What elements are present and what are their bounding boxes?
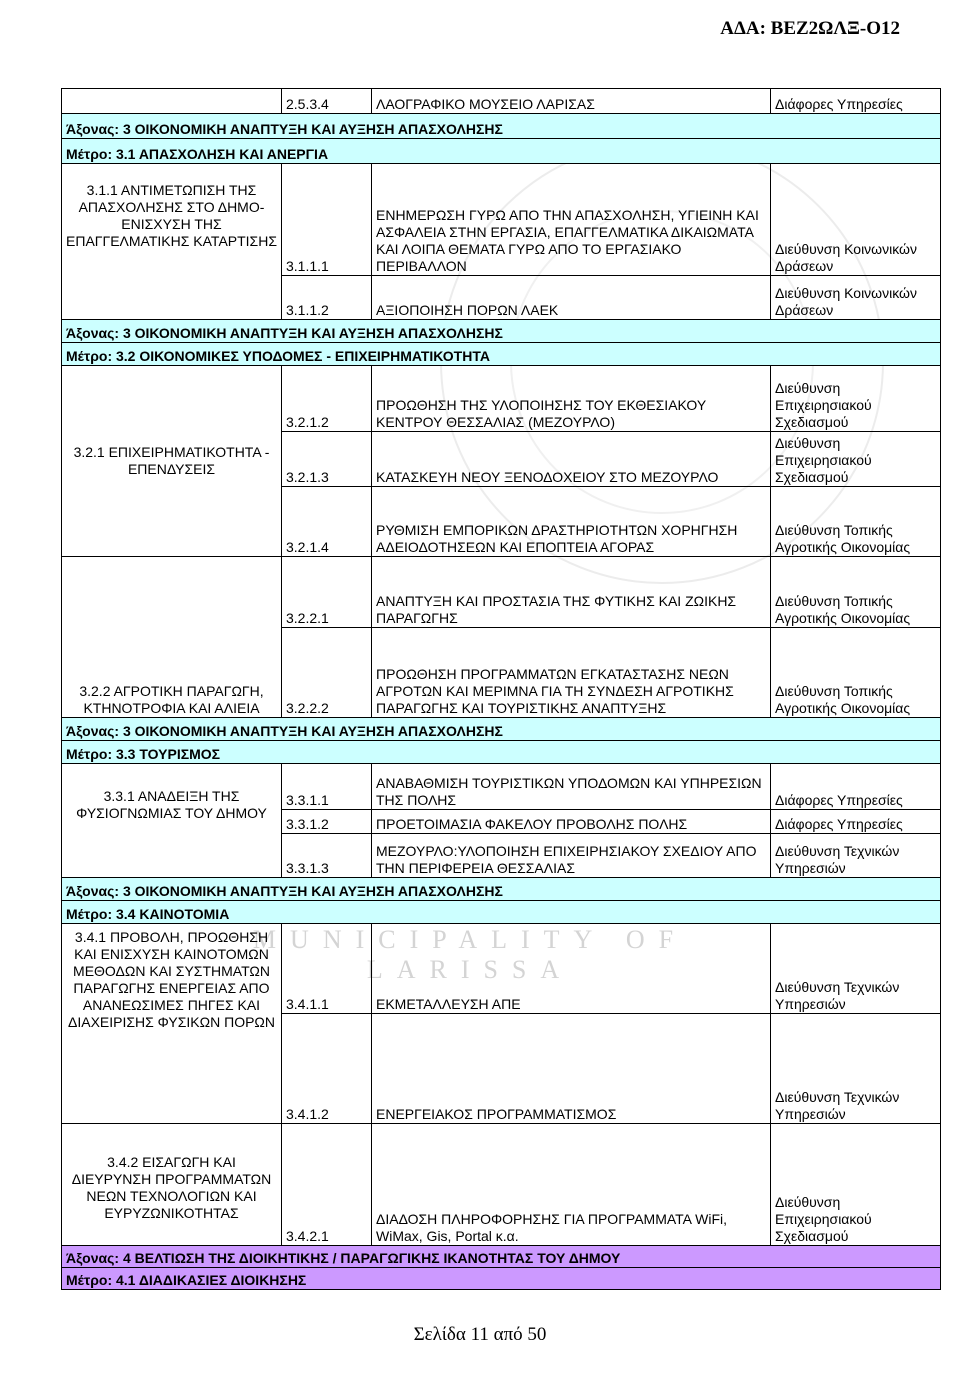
agency: Διεύθυνση Κοινωνικών Δράσεων bbox=[771, 276, 941, 320]
action-code: 3.4.1.2 bbox=[282, 1014, 372, 1124]
table-row bbox=[62, 764, 941, 810]
objective: 3.4.2 ΕΙΣΑΓΩΓΗ ΚΑΙ ΔΙΕΥΡΥΝΣΗ ΠΡΟΓΡΑΜΜΑΤΩΝ ΝΕΩΝ ΤΕΧΝΟΛΟΓΙΩΝ ΚΑΙ ΕΥΡΥΖΩΝΙΚΟΤΗΤΑΣ bbox=[62, 1124, 282, 1246]
agency: Διεύθυνση Τοπικής Αγροτικής Οικονομίας bbox=[771, 557, 941, 628]
action-code: 3.3.1.3 bbox=[282, 834, 372, 878]
agency: Διεύθυνση Τεχνικών Υπηρεσιών bbox=[771, 1014, 941, 1124]
action-title: ΑΞΙΟΠΟΙΗΣΗ ΠΟΡΩΝ ΛΑΕΚ bbox=[372, 276, 771, 320]
ada-code: ΑΔΑ: ΒΕΖ2ΩΛΞ-Ο12 bbox=[720, 18, 900, 39]
action-code: 3.3.1.2 bbox=[282, 810, 372, 834]
table-row bbox=[62, 557, 941, 628]
agency: Διεύθυνση Τεχνικών Υπηρεσιών bbox=[771, 834, 941, 878]
measure-heading: Μέτρο: 4.1 ΔΙΑΔΙΚΑΣΙΕΣ ΔΙΟΙΚΗΣΗΣ bbox=[62, 1268, 941, 1290]
axis-heading: Άξονας: 3 ΟΙΚΟΝΟΜΙΚΗ ΑΝΑΠΤΥΞΗ ΚΑΙ ΑΥΞΗΣΗ ΑΠΑΣΧΟΛΗΣΗΣ bbox=[62, 878, 941, 901]
action-title: ΕΚΜΕΤΑΛΛΕΥΣΗ ΑΠΕ bbox=[372, 924, 771, 1014]
agency: Διεύθυνση Τοπικής Αγροτικής Οικονομίας bbox=[771, 487, 941, 557]
action-code: 3.2.2.1 bbox=[282, 557, 372, 628]
axis-row bbox=[62, 718, 941, 741]
objective: 3.1.1 ΑΝΤΙΜΕΤΩΠΙΣΗ ΤΗΣ ΑΠΑΣΧΟΛΗΣΗΣ ΣΤΟ ΔΗΜΟ-ΕΝΙΣΧΥΣΗ ΤΗΣ ΕΠΑΓΓΕΛΜΑΤΙΚΗΣ ΚΑΤΑΡΤΙΣΗΣ bbox=[62, 164, 282, 320]
table-row bbox=[62, 1124, 941, 1246]
action-code: 3.1.1.2 bbox=[282, 276, 372, 320]
measure-heading: Μέτρο: 3.2 ΟΙΚΟΝΟΜΙΚΕΣ ΥΠΟΔΟΜΕΣ - ΕΠΙΧΕΙΡΗΜΑΤΙΚΟΤΗΤΑ bbox=[62, 343, 941, 366]
action-title: ΑΝΑΒΑΘΜΙΣΗ ΤΟΥΡΙΣΤΙΚΩΝ ΥΠΟΔΟΜΩΝ ΚΑΙ ΥΠΗΡΕΣΙΩΝ ΤΗΣ ΠΟΛΗΣ bbox=[372, 764, 771, 810]
action-code: 2.5.3.4 bbox=[282, 89, 372, 114]
objective: 3.2.1 ΕΠΙΧΕΙΡΗΜΑΤΙΚΟΤΗΤΑ - ΕΠΕΝΔΥΣΕΙΣ bbox=[62, 366, 282, 557]
measure-heading: Μέτρο: 3.3 ΤΟΥΡΙΣΜΟΣ bbox=[62, 741, 941, 764]
agency: Διεύθυνση Τοπικής Αγροτικής Οικονομίας bbox=[771, 628, 941, 718]
axis-heading: Άξονας: 3 ΟΙΚΟΝΟΜΙΚΗ ΑΝΑΠΤΥΞΗ ΚΑΙ ΑΥΞΗΣΗ ΑΠΑΣΧΟΛΗΣΗΣ bbox=[62, 320, 941, 343]
watermark-text: MUNICIPALITY OF LARISSA bbox=[252, 925, 688, 984]
axis-heading: Άξονας: 3 ΟΙΚΟΝΟΜΙΚΗ ΑΝΑΠΤΥΞΗ ΚΑΙ ΑΥΞΗΣΗ ΑΠΑΣΧΟΛΗΣΗΣ bbox=[62, 718, 941, 741]
objective: 3.3.1 ΑΝΑΔΕΙΞΗ ΤΗΣ ΦΥΣΙΟΓΝΩΜΙΑΣ ΤΟΥ ΔΗΜΟΥ bbox=[62, 764, 282, 878]
action-title: ΠΡΟΩΘΗΣΗ ΤΗΣ ΥΛΟΠΟΙΗΣΗΣ ΤΟΥ ΕΚΘΕΣΙΑΚΟΥ ΚΕΝΤΡΟΥ ΘΕΣΣΑΛΙΑΣ (ΜΕΖΟΥΡΛΟ) bbox=[372, 366, 771, 432]
action-code: 3.1.1.1 bbox=[282, 164, 372, 276]
table-row bbox=[62, 164, 941, 276]
table-row bbox=[62, 366, 941, 432]
agency: Διάφορες Υπηρεσίες bbox=[771, 810, 941, 834]
table-row bbox=[62, 89, 941, 114]
agency: Διάφορες Υπηρεσίες bbox=[771, 89, 941, 114]
action-code: 3.2.1.3 bbox=[282, 432, 372, 487]
axis-row bbox=[62, 1246, 941, 1268]
agency: Διεύθυνση Κοινωνικών Δράσεων bbox=[771, 164, 941, 276]
action-title: ΡΥΘΜΙΣΗ ΕΜΠΟΡΙΚΩΝ ΔΡΑΣΤΗΡΙΟΤΗΤΩΝ ΧΟΡΗΓΗΣΗ ΑΔΕΙΟΔΟΤΗΣΕΩΝ ΚΑΙ ΕΠΟΠΤΕΙΑ ΑΓΟΡΑΣ bbox=[372, 487, 771, 557]
agency: Διάφορες Υπηρεσίες bbox=[771, 764, 941, 810]
action-title: ΠΡΟΕΤΟΙΜΑΣΙΑ ΦΑΚΕΛΟΥ ΠΡΟΒΟΛΗΣ ΠΟΛΗΣ bbox=[372, 810, 771, 834]
action-title: ΑΝΑΠΤΥΞΗ ΚΑΙ ΠΡΟΣΤΑΣΙΑ ΤΗΣ ΦΥΤΙΚΗΣ ΚΑΙ ΖΩΙΚΗΣ ΠΑΡΑΓΩΓΗΣ bbox=[372, 557, 771, 628]
action-title: ΚΑΤΑΣΚΕΥΗ ΝΕΟΥ ΞΕΝΟΔΟΧΕΙΟΥ ΣΤΟ ΜΕΖΟΥΡΛΟ bbox=[372, 432, 771, 487]
axis-heading: Άξονας: 4 ΒΕΛΤΙΩΣΗ ΤΗΣ ΔΙΟΙΚΗΤΙΚΗΣ / ΠΑΡΑΓΩΓΙΚΗΣ ΙΚΑΝΟΤΗΤΑΣ ΤΟΥ ΔΗΜΟΥ bbox=[62, 1246, 941, 1268]
action-title: ΔΙΑΔΟΣΗ ΠΛΗΡΟΦΟΡΗΣΗΣ ΓΙΑ ΠΡΟΓΡΑΜΜΑΤΑ WiFi, WiMax, Gis, Portal κ.α. bbox=[372, 1124, 771, 1246]
action-code: 3.2.1.4 bbox=[282, 487, 372, 557]
measure-row bbox=[62, 901, 941, 924]
action-plan-table bbox=[61, 88, 941, 1290]
objective: 3.2.2 ΑΓΡΟΤΙΚΗ ΠΑΡΑΓΩΓΗ, ΚΤΗΝΟΤΡΟΦΙΑ ΚΑΙ ΑΛΙΕΙΑ bbox=[62, 557, 282, 718]
action-title: ΠΡΟΩΘΗΣΗ ΠΡΟΓΡΑΜΜΑΤΩΝ ΕΓΚΑΤΑΣΤΑΣΗΣ ΝΕΩΝ ΑΓΡΟΤΩΝ ΚΑΙ ΜΕΡΙΜΝΑ ΓΙΑ ΤΗ ΣΥΝΔΕΣΗ ΑΓΡΟΤΙΚΗΣ ΠΑΡΑΓΩΓΗΣ ΚΑΙ ΤΟΥΡΙΣΤΙΚΗΣ ΑΝΑΠΤΥΞΗΣ bbox=[372, 628, 771, 718]
agency: Διεύθυνση Τεχνικών Υπηρεσιών bbox=[771, 924, 941, 1014]
measure-row bbox=[62, 139, 941, 164]
action-code: 3.2.2.2 bbox=[282, 628, 372, 718]
table-row bbox=[62, 924, 941, 1014]
agency: Διεύθυνση Επιχειρησιακού Σχεδιασμού bbox=[771, 366, 941, 432]
agency: Διεύθυνση Επιχειρησιακού Σχεδιασμού bbox=[771, 1124, 941, 1246]
measure-heading: Μέτρο: 3.1 ΑΠΑΣΧΟΛΗΣΗ ΚΑΙ ΑΝΕΡΓΙΑ bbox=[62, 139, 941, 164]
agency: Διεύθυνση Επιχειρησιακού Σχεδιασμού bbox=[771, 432, 941, 487]
measure-row bbox=[62, 1268, 941, 1290]
action-title: ΕΝΗΜΕΡΩΣΗ ΓΥΡΩ ΑΠΟ ΤΗΝ ΑΠΑΣΧΟΛΗΣΗ, ΥΓΙΕΙΝΗ ΚΑΙ ΑΣΦΑΛΕΙΑ ΣΤΗΝ ΕΡΓΑΣΙΑ, ΕΠΑΓΓΕΛΜΑΤΙΚΑ ΔΙΚΑΙΩΜΑΤΑ ΚΑΙ ΛΟΙΠΑ ΘΕΜΑΤΑ ΓΥΡΩ ΑΠΟ ΤΟ ΕΡΓΑΣΙΑΚΟ ΠΕΡΙΒΑΛΛΟΝ bbox=[372, 164, 771, 276]
objective: 3.4.1 ΠΡΟΒΟΛΗ, ΠΡΟΩΘΗΣΗ ΚΑΙ ΕΝΙΣΧΥΣΗ ΚΑΙΝΟΤΟΜΩΝ ΜΕΘΟΔΩΝ ΚΑΙ ΣΥΣΤΗΜΑΤΩΝ ΠΑΡΑΓΩΓΗΣ ΕΝΕΡΓΕΙΑΣ ΑΠΟ ΑΝΑΝΕΩΣΙΜΕΣ ΠΗΓΕΣ ΚΑΙ ΔΙΑΧΕΙΡΙΣΗΣ ΦΥΣΙΚΩΝ ΠΟΡΩΝ bbox=[62, 924, 282, 1124]
action-code: 3.4.1.1 bbox=[282, 924, 372, 1014]
axis-heading: Άξονας: 3 ΟΙΚΟΝΟΜΙΚΗ ΑΝΑΠΤΥΞΗ ΚΑΙ ΑΥΞΗΣΗ ΑΠΑΣΧΟΛΗΣΗΣ bbox=[62, 114, 941, 139]
action-title: ΜΕΖΟΥΡΛΟ:ΥΛΟΠΟΙΗΣΗ ΕΠΙΧΕΙΡΗΣΙΑΚΟΥ ΣΧΕΔΙΟΥ ΑΠΟ ΤΗΝ ΠΕΡΙΦΕΡΕΙΑ ΘΕΣΣΑΛΙΑΣ bbox=[372, 834, 771, 878]
measure-row bbox=[62, 741, 941, 764]
action-code: 3.2.1.2 bbox=[282, 366, 372, 432]
page-number: Σελίδα 11 από 50 bbox=[413, 1324, 547, 1345]
action-code: 3.4.2.1 bbox=[282, 1124, 372, 1246]
action-title: ΛΑΟΓΡΑΦΙΚΟ ΜΟΥΣΕΙΟ ΛΑΡΙΣΑΣ bbox=[372, 89, 771, 114]
action-title: ΕΝΕΡΓΕΙΑΚΟΣ ΠΡΟΓΡΑΜΜΑΤΙΣΜΟΣ bbox=[372, 1014, 771, 1124]
measure-row bbox=[62, 343, 941, 366]
axis-row bbox=[62, 114, 941, 139]
axis-row bbox=[62, 878, 941, 901]
action-code: 3.3.1.1 bbox=[282, 764, 372, 810]
axis-row bbox=[62, 320, 941, 343]
measure-heading: Μέτρο: 3.4 ΚΑΙΝΟΤΟΜΙΑ bbox=[62, 901, 941, 924]
